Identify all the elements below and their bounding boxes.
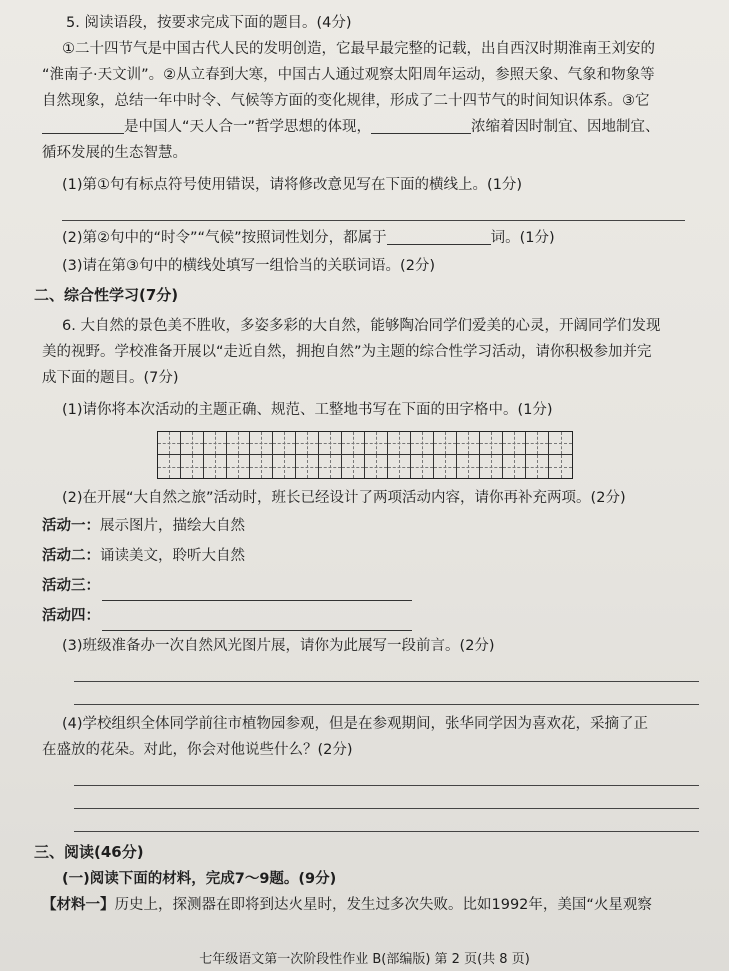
- tianzige-cell[interactable]: [204, 455, 227, 478]
- tianzige-cell[interactable]: [227, 432, 250, 455]
- activity-2-label: 活动二：: [42, 548, 100, 564]
- q5-paragraph-line-2: “淮南子·天文训”。②从立春到大寒，中国古人通过观察太阳周年运动，参照天象、气象和物象等: [42, 67, 655, 83]
- q6-sub4-answer-line-3[interactable]: [74, 809, 699, 832]
- tianzige-cell[interactable]: [319, 432, 342, 455]
- tianzige-cell[interactable]: [250, 432, 273, 455]
- activity-4: [42, 601, 699, 631]
- q6-intro-line-1: 6. 大自然的景色美不胜收，多姿多彩的大自然，能够陶冶同学们爱美的心灵，开阔同学们发现: [62, 318, 661, 334]
- tianzige-cell[interactable]: [388, 455, 411, 478]
- tianzige-cell[interactable]: [273, 455, 296, 478]
- activity-1-label: 活动一：: [42, 518, 100, 534]
- tianzige-cell[interactable]: [204, 432, 227, 455]
- q5-sub2-text: (2)第②句中的“时令”“气候”按照词性划分，都属于: [62, 230, 387, 246]
- tianzige-cell[interactable]: [296, 455, 319, 478]
- tianzige-cell[interactable]: [181, 432, 204, 455]
- activity-1: [42, 511, 699, 541]
- q5-sub1: (1)第①句有标点符号使用错误，请将修改意见写在下面的横线上。(1分): [62, 177, 523, 193]
- activity-2-text: 诵读美文，聆听大自然: [100, 548, 245, 564]
- tianzige-grid[interactable]: [157, 431, 573, 479]
- q5-paragraph-line-4b: 浓缩着因时制宜、因地制宜、: [471, 119, 660, 135]
- tianzige-cell[interactable]: [434, 432, 457, 455]
- activity-3: [42, 571, 699, 601]
- activity-2: [42, 541, 699, 571]
- page-footer: 七年级语文第一次阶段性作业 B(部编版) 第 2 页(共 8 页): [199, 952, 530, 967]
- q5-sub2: [42, 225, 699, 251]
- tianzige-cell[interactable]: [342, 455, 365, 478]
- activity-3-answer-line[interactable]: [102, 580, 412, 601]
- section-3-title: 三、阅读(46分): [34, 843, 144, 861]
- tianzige-cell[interactable]: [503, 432, 526, 455]
- section-2-title: 二、综合性学习(7分): [34, 286, 179, 304]
- tianzige-cell[interactable]: [319, 455, 342, 478]
- q5-paragraph-line-4: [42, 114, 699, 140]
- tianzige-cell[interactable]: [342, 432, 365, 455]
- tianzige-cell[interactable]: [365, 432, 388, 455]
- q6-intro-line-3: 成下面的题目。(7分): [42, 370, 179, 386]
- q6-sub3-answer-line-1[interactable]: [74, 659, 699, 682]
- q5-sub2-blank[interactable]: [387, 228, 491, 245]
- q5-paragraph-line-4a: 是中国人“天人合一”哲学思想的体现，: [124, 119, 372, 135]
- reading-part-1-instruction: (一)阅读下面的材料，完成7～9题。(9分): [62, 871, 337, 887]
- tianzige-cell[interactable]: [181, 455, 204, 478]
- q5-paragraph-line-1: ①二十四节气是中国古代人民的发明创造，它最早最完整的记载，出自西汉时期淮南王刘安的: [62, 41, 655, 57]
- q5-sub3: (3)请在第③句中的横线处填写一组恰当的关联词语。(2分): [62, 258, 436, 274]
- q6-sub4-line-2: 在盛放的花朵。对此，你会对他说些什么？(2分): [42, 742, 353, 758]
- tianzige-cell[interactable]: [411, 432, 434, 455]
- q5-title: 5. 阅读语段，按要求完成下面的题目。(4分): [66, 15, 352, 31]
- q5-sub2-suffix: 词。(1分): [490, 230, 555, 246]
- q6-intro-line-2: 美的视野。学校准备开展以“走近自然，拥抱自然”为主题的综合性学习活动，请你积极参加并完: [42, 344, 652, 360]
- q5-sub1-answer-line[interactable]: [62, 198, 685, 221]
- activity-3-label: 活动三：: [42, 578, 100, 594]
- tianzige-cell[interactable]: [411, 455, 434, 478]
- tianzige-cell[interactable]: [457, 432, 480, 455]
- tianzige-cell[interactable]: [273, 432, 296, 455]
- tianzige-cell[interactable]: [526, 455, 549, 478]
- q6-sub4-answer-line-2[interactable]: [74, 786, 699, 809]
- activity-4-label: 活动四：: [42, 608, 100, 624]
- tianzige-cell[interactable]: [365, 455, 388, 478]
- q6-sub2: (2)在开展“大自然之旅”活动时，班长已经设计了两项活动内容，请你再补充两项。(2分): [62, 490, 626, 506]
- tianzige-cell[interactable]: [480, 432, 503, 455]
- material-1-line: [42, 892, 699, 918]
- tianzige-cell[interactable]: [526, 432, 549, 455]
- q6-sub1: (1)请你将本次活动的主题正确、规范、工整地书写在下面的田字格中。(1分): [62, 402, 553, 418]
- q5-blank-2[interactable]: [371, 117, 471, 134]
- activity-1-text: 展示图片，描绘大自然: [100, 518, 245, 534]
- q5-blank-1[interactable]: [42, 117, 124, 134]
- tianzige-cell[interactable]: [480, 455, 503, 478]
- q5-paragraph-line-5: 循环发展的生态智慧。: [42, 145, 187, 161]
- q5-paragraph-line-3: 自然现象，总结一年中时令、气候等方面的变化规律，形成了二十四节气的时间知识体系。③它: [42, 93, 650, 109]
- tianzige-cell[interactable]: [158, 432, 181, 455]
- tianzige-cell[interactable]: [296, 432, 319, 455]
- q6-sub3: (3)班级准备办一次自然风光图片展，请你为此展写一段前言。(2分): [62, 638, 495, 654]
- tianzige-cell[interactable]: [549, 432, 572, 455]
- q6-sub4-line-1: (4)学校组织全体同学前往市植物园参观，但是在参观期间，张华同学因为喜欢花，采摘了正: [62, 716, 649, 732]
- tianzige-cell[interactable]: [457, 455, 480, 478]
- tianzige-cell[interactable]: [158, 455, 181, 478]
- tianzige-cell[interactable]: [434, 455, 457, 478]
- q6-sub3-answer-line-2[interactable]: [74, 682, 699, 705]
- tianzige-cell[interactable]: [250, 455, 273, 478]
- tianzige-cell[interactable]: [388, 432, 411, 455]
- tianzige-cell[interactable]: [503, 455, 526, 478]
- tianzige-cell[interactable]: [549, 455, 572, 478]
- q6-sub4-answer-line-1[interactable]: [74, 763, 699, 786]
- activity-4-answer-line[interactable]: [102, 610, 412, 631]
- material-1-label: 【材料一】: [42, 897, 115, 913]
- material-1-text: 历史上，探测器在即将到达火星时，发生过多次失败。比如1992年，美国“火星观察: [114, 897, 652, 913]
- tianzige-cell[interactable]: [227, 455, 250, 478]
